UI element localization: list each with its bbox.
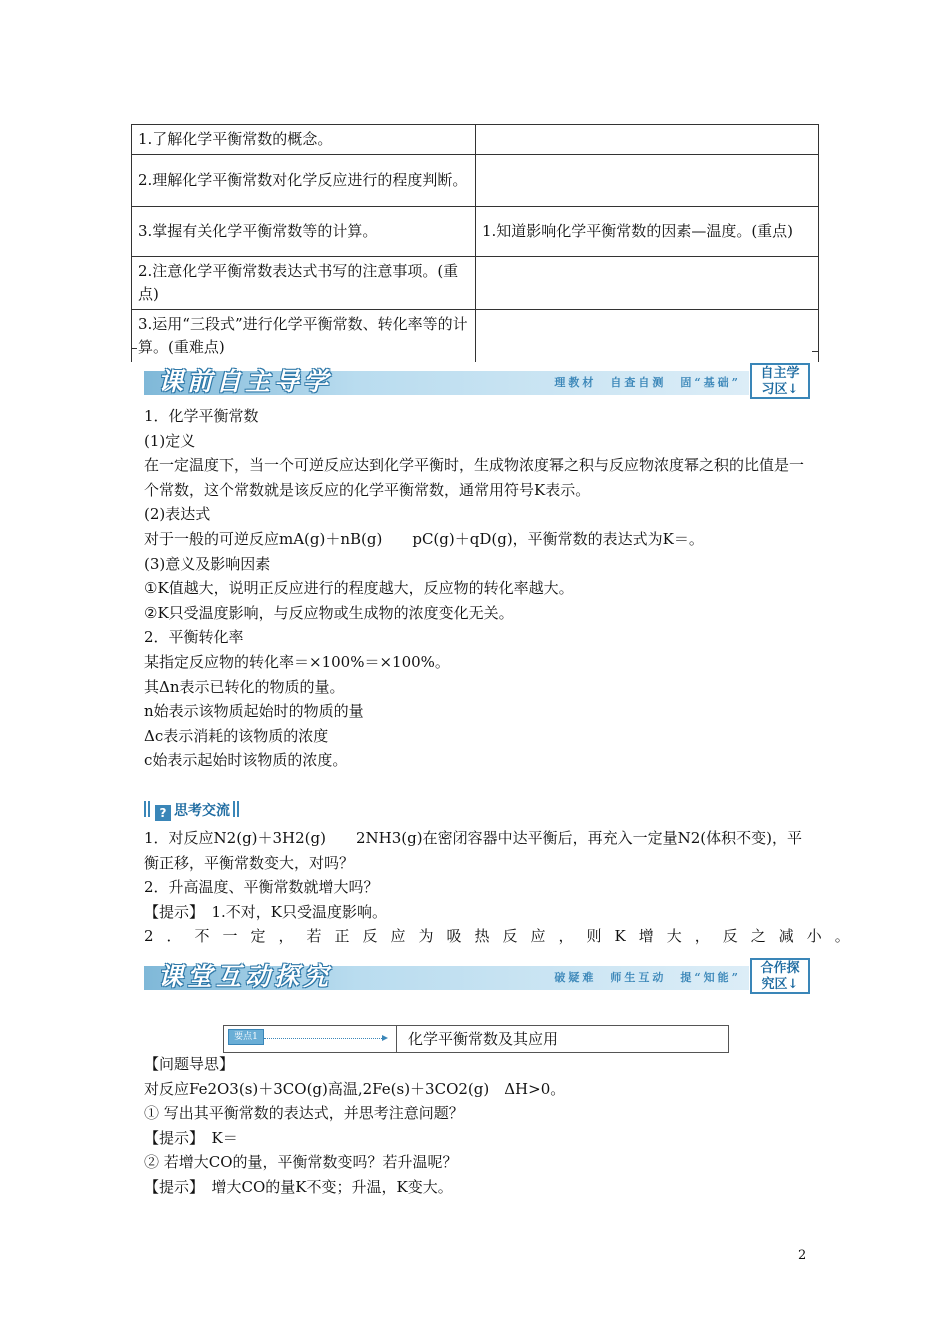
goal-cell: 1.知道影响化学平衡常数的因素—温度。(重点) bbox=[476, 207, 819, 257]
badge-text: 要点1 bbox=[234, 1032, 258, 1042]
paragraph: ② 若增大CO的量，平衡常数变吗？若升温呢？ bbox=[144, 1153, 458, 1172]
paragraph: 在一定温度下，当一个可逆反应达到化学平衡时，生成物浓度幂之积与反应物浓度幂之积的比值是一个常数，这个常数就是该反应的化学平衡常数，通常用符号K表示。 bbox=[144, 456, 805, 499]
paragraph: c始表示起始时该物质的浓度。 bbox=[144, 751, 348, 770]
key-point-badge-area bbox=[224, 1026, 397, 1052]
banner-title: 课堂互动探究 bbox=[158, 962, 333, 991]
table-cut-mark bbox=[131, 348, 137, 349]
key-point-badge bbox=[228, 1029, 264, 1045]
think-label-text: 思考交流 bbox=[174, 803, 230, 819]
section-think bbox=[144, 826, 863, 949]
paragraph: 【提示】 1.不对，K只受温度影响。 bbox=[144, 902, 388, 921]
paragraph: 2．不一定，若正反应为吸热反应，则K增大，反之减小。 bbox=[144, 927, 863, 946]
key-point-box bbox=[223, 1025, 729, 1053]
key-point-title: 化学平衡常数及其应用 bbox=[408, 1030, 559, 1048]
arrow-right-icon bbox=[264, 1038, 384, 1039]
goal-cell: 1.了解化学平衡常数的概念。 bbox=[132, 125, 476, 155]
banner-tagline: 破疑难 师生互动 提“知能” bbox=[554, 971, 741, 984]
rule-icon bbox=[148, 801, 150, 817]
page-number: 2 bbox=[798, 1248, 807, 1263]
rule-icon bbox=[233, 801, 235, 817]
paragraph: 1．对反应N2(g)＋3H2(g) 2NH3(g)在密闭容器中达平衡后，再充入一定量N2(体积不变)，平衡正移，平衡常数变大，对吗？ bbox=[144, 829, 802, 872]
banner-title: 课前自主导学 bbox=[158, 367, 333, 396]
goal-cell bbox=[476, 310, 819, 363]
paragraph: 对反应Fe2O3(s)＋3CO(g)高温,2Fe(s)＋3CO2(g) ΔH>0。 bbox=[144, 1079, 566, 1098]
subheading: (2)表达式 bbox=[144, 505, 211, 524]
badge-line: 自主学 bbox=[760, 366, 800, 381]
banner-badge bbox=[750, 958, 810, 994]
paragraph: 其Δn表示已转化的物质的量。 bbox=[144, 677, 345, 696]
section-guided-questions bbox=[144, 1052, 814, 1200]
goal-cell: 3.运用“三段式”进行化学平衡常数、转化率等的计算。(重难点) bbox=[132, 310, 476, 363]
paragraph: 对于一般的可逆反应mA(g)＋nB(g) pC(g)＋qD(g)，平衡常数的表达式为K＝。 bbox=[144, 529, 704, 548]
rule-icon bbox=[144, 801, 146, 817]
badge-line: 究区↓ bbox=[761, 977, 799, 992]
paragraph: 2．升高温度、平衡常数就增大吗？ bbox=[144, 878, 379, 897]
rule-icon bbox=[237, 801, 239, 817]
heading: 1．化学平衡常数 bbox=[144, 407, 259, 425]
table-cut-mark bbox=[812, 351, 819, 352]
badge-line: 合作探 bbox=[760, 961, 800, 976]
badge-line: 习区↓ bbox=[761, 382, 799, 397]
in-class-banner bbox=[144, 958, 814, 998]
goal-cell bbox=[476, 257, 819, 310]
paragraph: n始表示该物质起始时的物质的量 bbox=[144, 702, 364, 721]
paragraph: Δc表示消耗的该物质的浓度 bbox=[144, 726, 329, 745]
paragraph: 【提示】 增大CO的量K不变；升温，K变大。 bbox=[144, 1177, 453, 1196]
heading: 2．平衡转化率 bbox=[144, 628, 244, 647]
goal-cell: 2.注意化学平衡常数表达式书写的注意事项。(重点) bbox=[132, 257, 476, 310]
goal-cell: 2.理解化学平衡常数对化学反应进行的程度判断。 bbox=[132, 155, 476, 207]
paragraph: ① 写出其平衡常数的表达式，并思考注意问题？ bbox=[144, 1104, 464, 1123]
paragraph: 某指定反应物的转化率＝×100%＝×100%。 bbox=[144, 652, 450, 671]
heading: 【问题导思】 bbox=[144, 1055, 235, 1073]
goal-cell bbox=[476, 125, 819, 155]
subheading: (3)意义及影响因素 bbox=[144, 554, 271, 573]
banner-badge bbox=[750, 363, 810, 399]
banner-tagline: 理教材 自查自测 固“基础” bbox=[554, 376, 741, 389]
goal-cell: 3.掌握有关化学平衡常数等的计算。 bbox=[132, 207, 476, 257]
pre-class-banner bbox=[144, 363, 814, 403]
question-icon: ? bbox=[155, 805, 171, 821]
subheading: (1)定义 bbox=[144, 431, 196, 450]
think-exchange-label bbox=[144, 801, 241, 821]
section-basics bbox=[144, 404, 814, 773]
learning-goals-table bbox=[131, 124, 819, 362]
paragraph: 【提示】 K＝ bbox=[144, 1128, 238, 1147]
paragraph: ①K值越大，说明正反应进行的程度越大，反应物的转化率越大。 bbox=[144, 579, 574, 598]
goal-cell bbox=[476, 155, 819, 207]
paragraph: ②K只受温度影响，与反应物或生成物的浓度变化无关。 bbox=[144, 603, 514, 622]
